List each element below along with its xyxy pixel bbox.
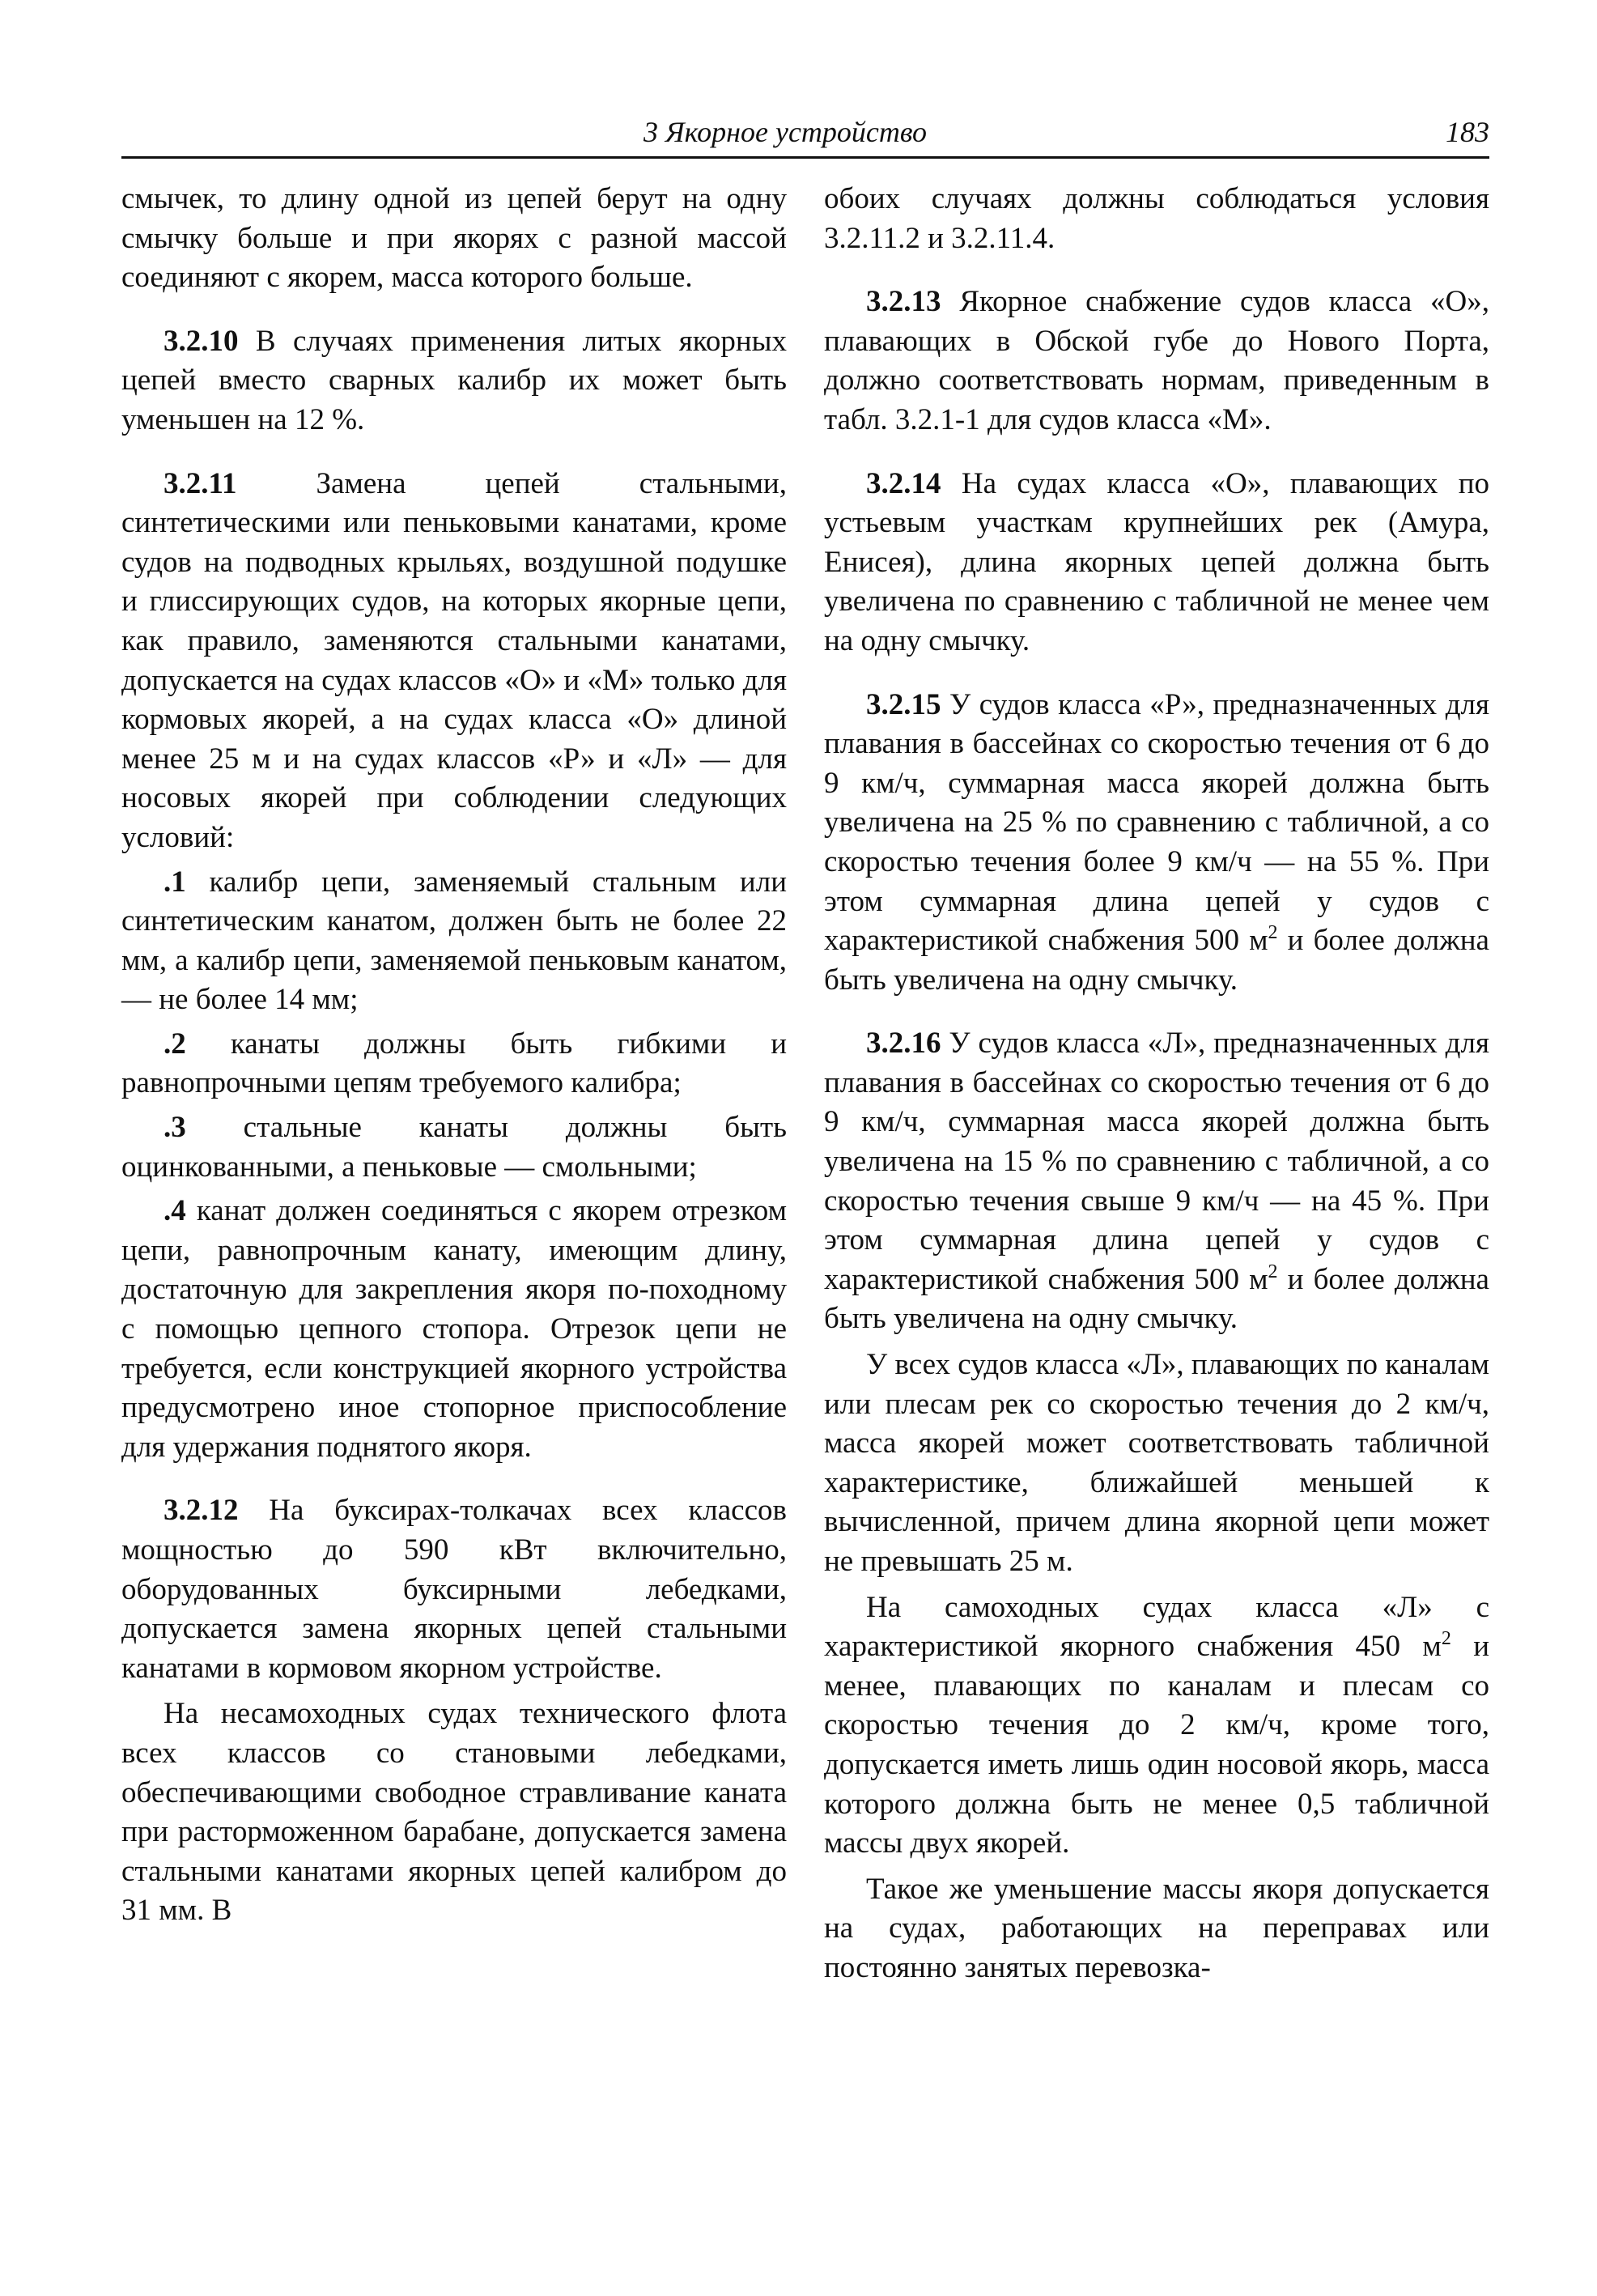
section-text: Замена цепей стальными, синтетическими или пеньковыми канатами, кроме судов на подводных крыльях, воздушной подушке и глиссирующих судов, на которых якорные цепи, как правило, заменяются стальными канатами, допускается на судах классов «О» и «М» только для кормовых якорей, а на судах класса «О» длиной менее 25 м и на судах классов «Р» и «Л» — для носовых якорей при соблюдении следующих условий: bbox=[121, 466, 787, 854]
paragraph-text: На самоходных судах класса «Л» с характеристикой якорного снабжения 450 м bbox=[824, 1590, 1489, 1664]
superscript: 2 bbox=[1268, 922, 1278, 944]
superscript: 2 bbox=[1441, 1628, 1451, 1650]
section-3-2-10 bbox=[121, 322, 787, 440]
section-3-2-14 bbox=[824, 465, 1489, 661]
section-text: На судах класса «О», плавающих по устьевым участкам крупнейших рек (Амура, Енисея), длина якорных цепей должна быть увеличена по сравнению с табличной не менее чем на одну смычку. bbox=[824, 466, 1490, 657]
paragraph-continuation: обоих случаях должны соблюдаться условия 3.2.11.2 и 3.2.11.4. bbox=[824, 182, 1489, 255]
section-number: 3.2.13 bbox=[866, 285, 941, 319]
section-3-2-11 bbox=[121, 465, 787, 858]
item-text: стальные канаты должны быть оцинкованными, а пеньковые — смольными; bbox=[121, 1111, 787, 1184]
section-3-2-12 bbox=[121, 1491, 787, 1688]
right-column bbox=[824, 180, 1489, 1988]
section-text: У судов класса «Л», предназначенных для плавания в бассейнах со скоростью течения от 6 до 9 км/ч, суммарная масса якорей должна быть увеличена на 15 % по сравнению с табличной, а со скоростью течения свыше 9 км/ч — на 45 %. При этом суммарная длина цепей у судов с характеристикой снабжения 500 м bbox=[824, 1027, 1489, 1296]
item-number: .2 bbox=[164, 1027, 186, 1061]
section-3-2-16 bbox=[824, 1024, 1489, 1339]
paragraph-text-end: и менее, плавающих по каналам и плесам со скоростью течения до 2 км/ч, кроме того, допускается иметь лишь один носовой якорь, масса которого должна быть не менее 0,5 табличной массы двух якорей. bbox=[824, 1630, 1489, 1860]
item-number: .4 bbox=[164, 1194, 186, 1228]
item-number: .3 bbox=[164, 1111, 186, 1145]
section-3-2-13 bbox=[824, 283, 1489, 440]
section-number: 3.2.14 bbox=[866, 466, 941, 500]
item-text: канаты должны быть гибкими и равнопрочными цепям требуемого калибра; bbox=[121, 1027, 788, 1100]
running-title: 3 Якорное устройство bbox=[643, 116, 928, 148]
section-text: Якорное снабжение судов класса «О», плавающих в Обской губе до Нового Порта, должно соответствовать нормам, приведенным в табл. 3.2.1-1 для судов класса «М». bbox=[824, 285, 1489, 436]
section-number: 3.2.10 bbox=[164, 324, 239, 358]
section-text: На буксирах-толкачах всех классов мощностью до 590 кВт включительно, оборудованных буксирными лебедками, допускается замена якорных цепей стальными канатами в кормовом якорном устройстве. bbox=[121, 1494, 787, 1685]
section-text-end: и более должна быть увеличена на одну смычку. bbox=[824, 924, 1489, 997]
section-number: 3.2.16 bbox=[866, 1027, 941, 1061]
section-3-2-15 bbox=[824, 686, 1489, 1001]
item-number: .1 bbox=[164, 865, 186, 899]
section-number: 3.2.11 bbox=[164, 466, 237, 500]
item-text: калибр цепи, заменяемый стальным или синтетическим канатом, должен быть не более 22 мм, а калибр цепи, заменяемой пеньковым канатом, — не более 14 мм; bbox=[121, 865, 787, 1017]
item-text: канат должен соединяться с якорем отрезком цепи, равнопрочным канату, имеющим длину, достаточную для закрепления якоря по-походному с помощью цепного стопора. Отрезок цепи не требуется, если конструкцией якорного устройства предусмотрено иное стопорное приспособление для удержания поднятого якоря. bbox=[121, 1194, 787, 1464]
list-item-1 bbox=[121, 863, 787, 1020]
paragraph bbox=[824, 1588, 1489, 1864]
paragraph: У всех судов класса «Л», плавающих по каналам или плесам рек со скоростью течения до 2 км/ч, масса якорей может соответствовать табличной характеристике, ближайшей меньшей к вычисленной, причем длина якорной цепи может не превышать 25 м. bbox=[824, 1348, 1489, 1578]
list-item-2 bbox=[121, 1025, 787, 1103]
list-item-4 bbox=[121, 1192, 787, 1467]
header-rule bbox=[121, 156, 1489, 159]
list-item-3 bbox=[121, 1108, 787, 1187]
section-text-end: и более должна быть увеличена на одну смычку. bbox=[824, 1262, 1489, 1336]
section-text: В случаях применения литых якорных цепей вместо сварных калибр их может быть уменьшен на 12 %. bbox=[121, 324, 787, 436]
page-header bbox=[121, 105, 1489, 162]
paragraph-continuation: смычек, то длину одной из цепей берут на одну смычку больше и при якорях с разной массой соединяют с якорем, масса которого больше. bbox=[121, 182, 787, 295]
section-number: 3.2.15 bbox=[866, 687, 941, 721]
section-number: 3.2.12 bbox=[164, 1494, 239, 1528]
paragraph: На несамоходных судах технического флота всех классов со становыми лебедками, обеспечивающими свободное стравливание каната при расторможенном барабане, допускается замена стальными канатами якорных цепей калибром до 31 мм. В bbox=[121, 1697, 787, 1928]
paragraph: Такое же уменьшение массы якоря допускается на судах, работающих на переправах или постоянно занятых перевозка- bbox=[824, 1872, 1489, 1984]
superscript: 2 bbox=[1268, 1261, 1278, 1282]
page-number: 183 bbox=[1446, 116, 1489, 148]
section-text: У судов класса «Р», предназначенных для плавания в бассейнах со скоростью течения от 6 до 9 км/ч, суммарная масса якорей должна быть увеличена на 25 % по сравнению с табличной, а со скоростью течения более 9 км/ч — на 55 %. При этом суммарная длина цепей у судов с характеристикой снабжения 500 м bbox=[824, 687, 1490, 958]
left-column bbox=[121, 180, 787, 1931]
